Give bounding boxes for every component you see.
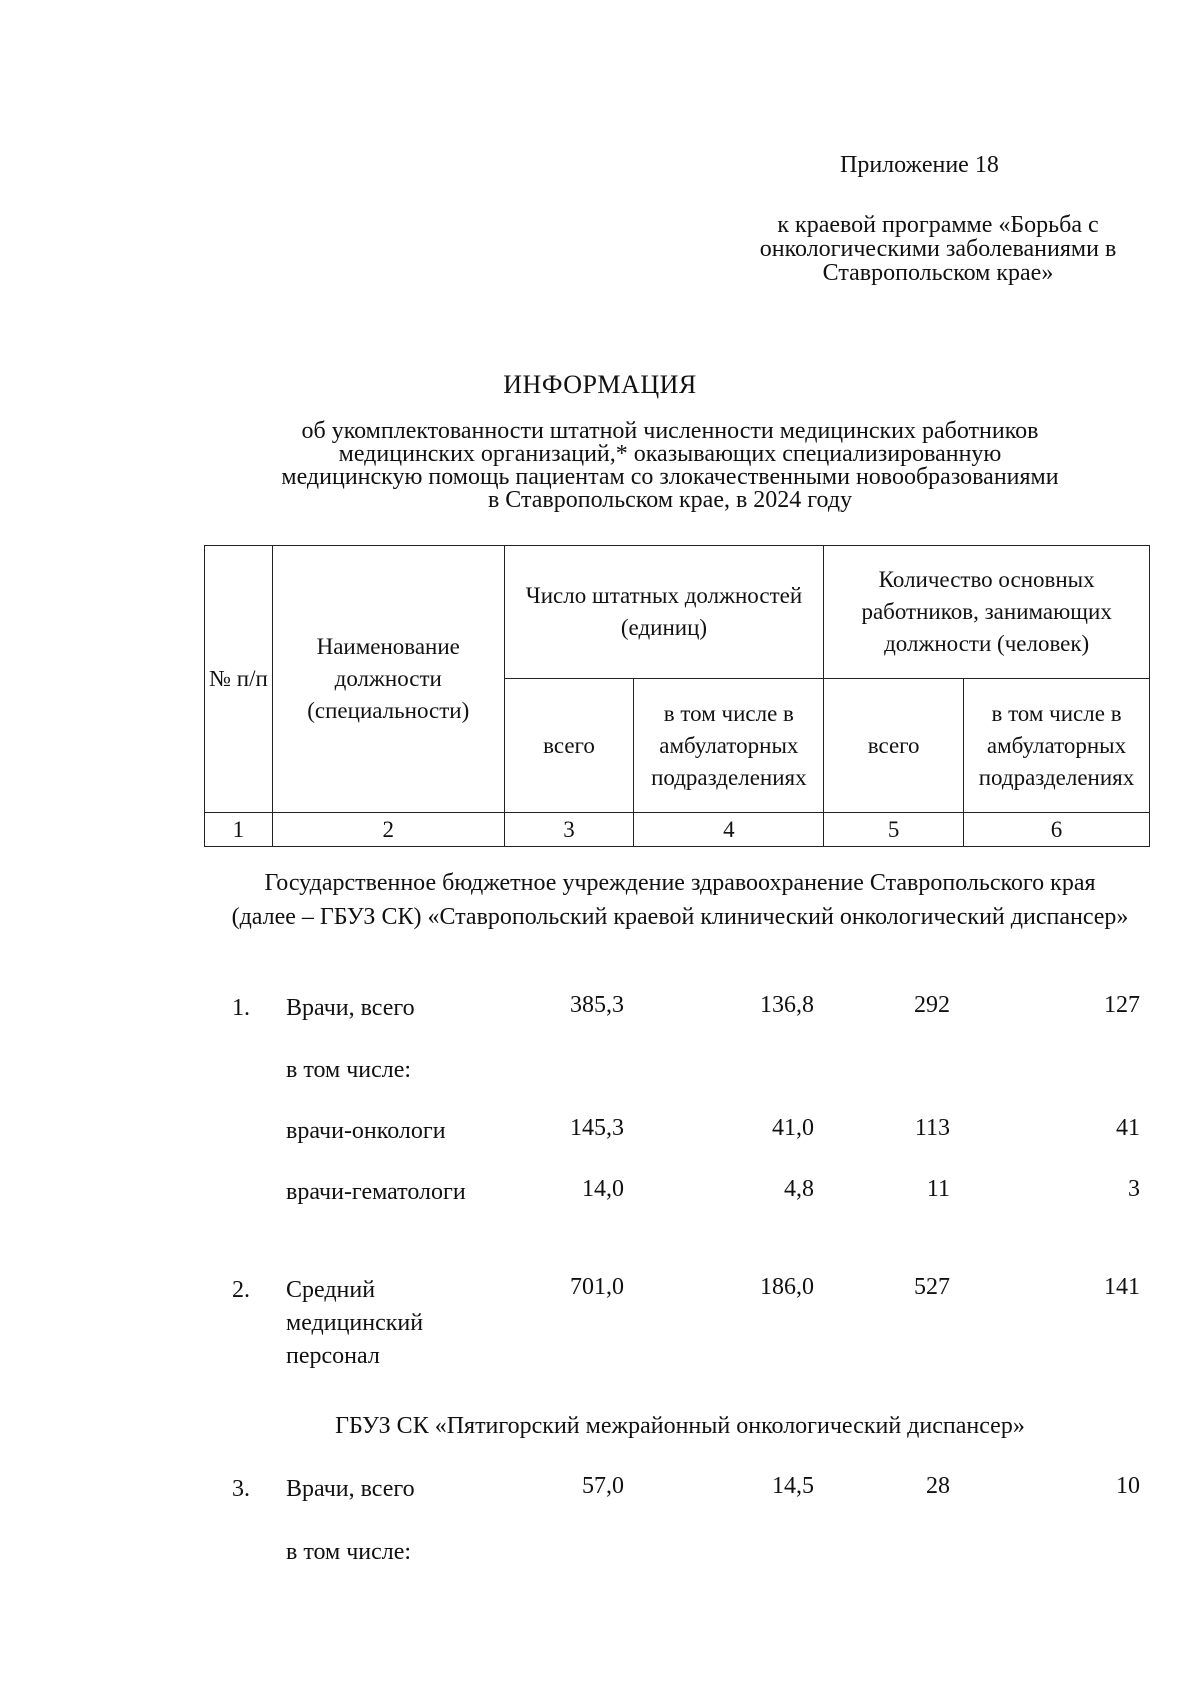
value-total-workers: 527 [914,1274,950,1300]
header-sub-total: всего [504,679,634,813]
row-name: Врачи, всего [286,995,415,1021]
header-col-number: 2 [272,813,504,847]
row-number: 1. [232,995,250,1021]
annex-subtitle-line: Ставропольском крае» [822,260,1054,286]
value-total-workers: 28 [926,1473,950,1499]
document-subtitle-line: медицинскую помощь пациентам со злокачественными новообразованиями [281,464,1059,490]
document-subtitle-line: об укомплектованности штатной численности медицинских работников [301,418,1039,444]
header-col-number: 1 [205,813,273,847]
value-ambulatory-positions: 186,0 [760,1274,814,1300]
value-total-positions: 57,0 [582,1473,624,1499]
annex-subtitle-line: онкологическими заболеваниями в [759,236,1117,262]
row-name: Средний медицинский персонал [286,1277,424,1369]
value-ambulatory-positions: 4,8 [784,1176,814,1202]
row-name: врачи-онкологи [286,1118,446,1144]
organization-title: ГБУЗ СК «Пятигорский межрайонный онкологический диспансер» [335,1413,1025,1439]
header-sub-total: всего [824,679,964,813]
row-number: 3. [232,1476,250,1502]
document-subtitle-line: в Ставропольском крае, в 2024 году [487,487,853,513]
header-col-number: 6 [964,813,1150,847]
header-col-number: 4 [634,813,824,847]
value-total-positions: 385,3 [570,992,624,1018]
row-name: в том числе: [286,1539,412,1565]
table-header [204,545,1150,847]
header-col-num: № п/п [205,546,273,813]
annex-subtitle [718,213,1158,285]
header-sub-ambulatory: в том числе в амбулаторных подразделениях [964,679,1150,813]
value-total-positions: 145,3 [570,1115,624,1141]
annex-subtitle-line: к краевой программе «Борьба с [777,212,1099,238]
row-number: 2. [232,1277,250,1303]
header-col-name: Наименование должности (специальности) [272,546,504,813]
header-group-positions: Число штатных должностей (единиц) [504,546,824,679]
value-total-workers: 292 [914,992,950,1018]
value-ambulatory-workers: 127 [1104,992,1140,1018]
organization-title: Государственное бюджетное учреждение здравоохранение Ставропольского края (далее – ГБУЗ СК) «Ставропольский краевой клинический онкологический диспансер» [231,870,1129,930]
row-name: врачи-гематологи [286,1179,466,1205]
value-ambulatory-workers: 10 [1116,1473,1140,1499]
value-total-positions: 701,0 [570,1274,624,1300]
value-ambulatory-workers: 41 [1116,1115,1140,1141]
value-ambulatory-workers: 3 [1128,1176,1140,1202]
annex-title: Приложение 18 [840,152,999,178]
value-ambulatory-positions: 136,8 [760,992,814,1018]
document-subtitle [190,420,1150,512]
value-ambulatory-workers: 141 [1104,1274,1140,1300]
value-total-workers: 11 [926,1176,950,1202]
value-ambulatory-positions: 14,5 [772,1473,814,1499]
header-col-number: 3 [504,813,634,847]
header-group-workers: Количество основных работников, занимающих должности (человек) [824,546,1150,679]
value-total-positions: 14,0 [582,1176,624,1202]
header-col-number: 5 [824,813,964,847]
value-total-workers: 113 [914,1115,950,1141]
header-sub-ambulatory: в том числе в амбулаторных подразделениях [634,679,824,813]
row-name: Врачи, всего [286,1476,415,1502]
document-title: ИНФОРМАЦИЯ [503,370,697,399]
document-subtitle-line: медицинских организаций,* оказывающих специализированную [338,441,1002,467]
value-ambulatory-positions: 41,0 [772,1115,814,1141]
row-name: в том числе: [286,1057,412,1083]
